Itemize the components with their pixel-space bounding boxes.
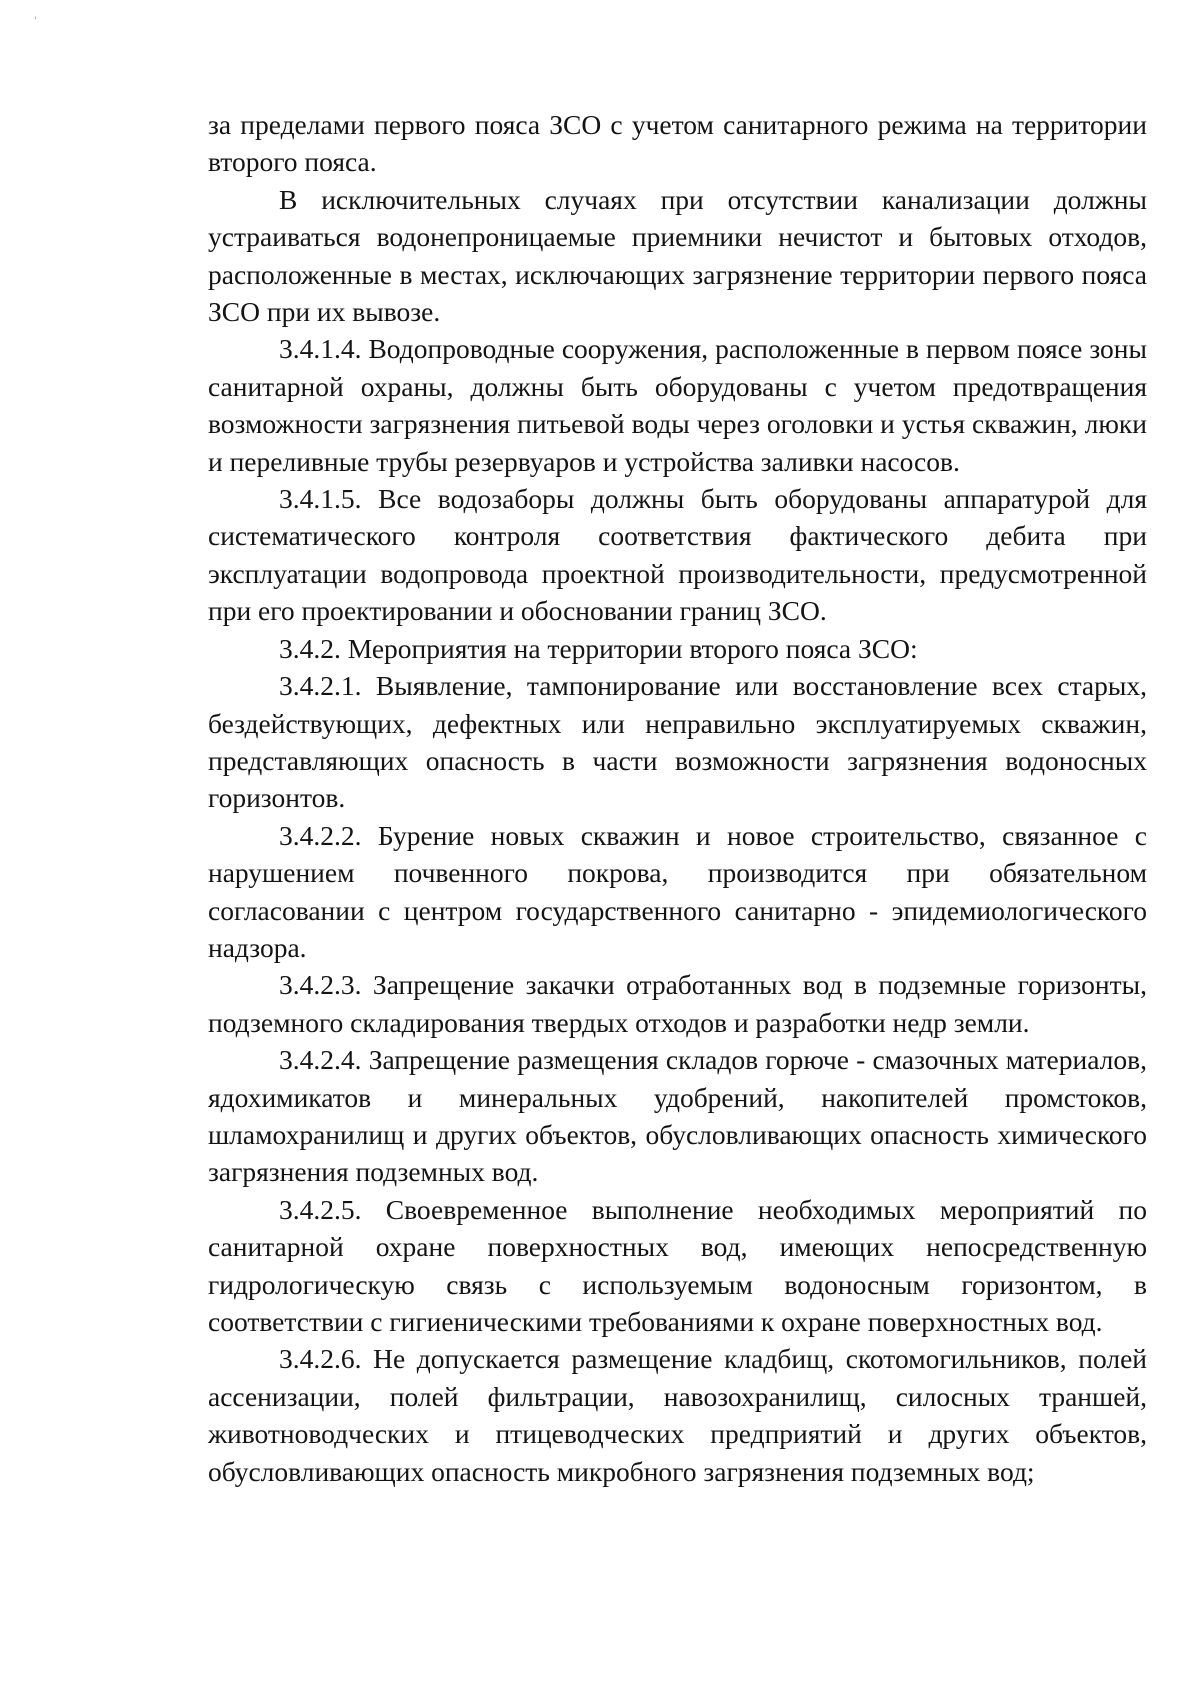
paragraph-3-4-1-4: 3.4.1.4. Водопроводные сооружения, расположенные в первом поясе зоны санитарной охраны, должны быть оборудованы с учетом предотвращения возможности загрязнения питьевой воды через оголовки и устья скважин, люки и переливные трубы резервуаров и устройства заливки насосов. <box>208 333 1147 477</box>
paragraph-3-4-2-3: 3.4.2.3. Запрещение закачки отработанных вод в подземные горизонты, подземного складирования твердых отходов и разработки недр земли. <box>208 969 1147 1038</box>
paragraph-3-4-2-2: 3.4.2.2. Бурение новых скважин и новое строительство, связанное с нарушением почвенного покрова, производится при обязательном согласовании с центром государственного санитарно - эпидемиологического надзора. <box>208 819 1147 963</box>
paragraph-continuation: за пределами первого пояса ЗСО с учетом санитарного режима на территории второго пояса. <box>208 109 1147 178</box>
paragraph-exceptional-cases: В исключительных случаях при отсутствии канализации должны устраиваться водонепроницаемые приемники нечистот и бытовых отходов, расположенные в местах, исключающих загрязнение территории первого пояса ЗСО при их вывозе. <box>208 183 1147 328</box>
paragraph-3-4-1-5: 3.4.1.5. Все водозаборы должны быть оборудованы аппаратурой для систематического контроля соответствия фактического дебита при эксплуатации водопровода проектной производительности, предусмотренной при его проектировании и обосновании границ ЗСО. <box>208 483 1147 627</box>
paragraph-3-4-2-4: 3.4.2.4. Запрещение размещения складов горюче - смазочных материалов, ядохимикатов и минеральных удобрений, накопителей промстоков, шламохранилищ и других объектов, обусловливающих опасность химического загрязнения подземных вод. <box>208 1044 1147 1188</box>
document-body <box>208 106 1147 1490</box>
paragraph-3-4-2-5: 3.4.2.5. Своевременное выполнение необходимых мероприятий по санитарной охране поверхностных вод, имеющих непосредственную гидрологическую связь с используемым водоносным горизонтом, в соответствии с гигиеническими требованиями к охране поверхностных вод. <box>208 1193 1147 1337</box>
paragraph-3-4-2-1: 3.4.2.1. Выявление, тампонирование или восстановление всех старых, бездействующих, дефектных или неправильно эксплуатируемых скважин, представляющих опасность в части возможности загрязнения водоносных горизонтов. <box>208 670 1147 814</box>
paragraph-3-4-2-6: 3.4.2.6. Не допускается размещение кладбищ, скотомогильников, полей ассенизации, полей фильтрации, навозохранилищ, силосных траншей, животноводческих и птицеводческих предприятий и других объектов, обусловливающих опасность микробного загрязнения подземных вод; <box>208 1343 1147 1487</box>
paragraph-3-4-2: 3.4.2. Мероприятия на территории второго пояса ЗСО: <box>279 632 918 664</box>
scan-mark: ' <box>34 16 37 27</box>
